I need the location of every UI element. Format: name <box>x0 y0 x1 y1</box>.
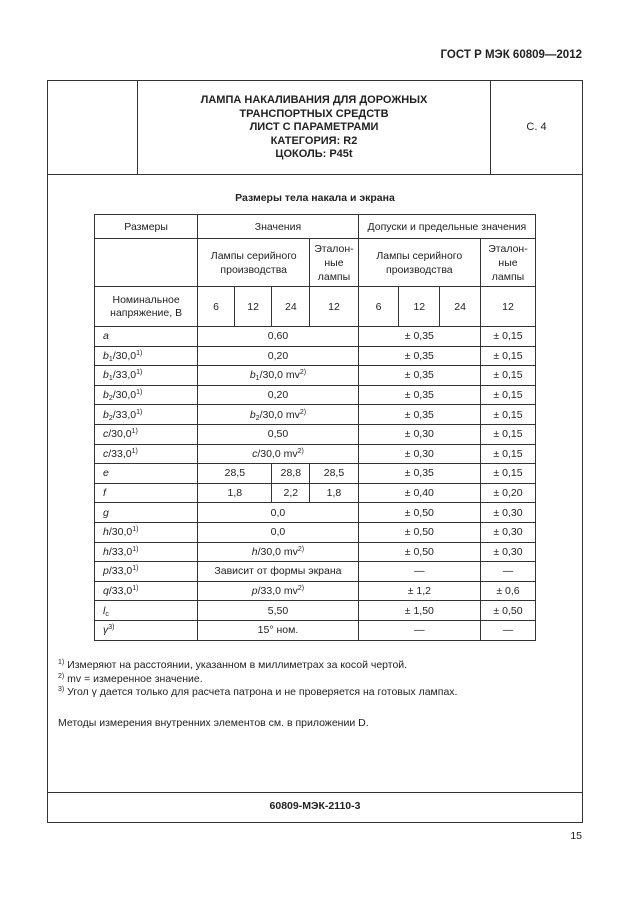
dimension-cell <box>95 601 198 621</box>
symbol: p <box>103 565 109 578</box>
reference-tolerance-cell: ± 0,50 <box>480 601 535 621</box>
col-header-reference: Эталон-ные лампы <box>310 239 358 287</box>
table-row <box>95 581 536 601</box>
reference-tolerance-cell: ± 0,30 <box>480 503 535 523</box>
footnote-ref: 1) <box>131 428 138 436</box>
col-header-tol-reference: Эталон-ные лампы <box>480 239 535 287</box>
voltage-cell: 6 <box>358 287 399 327</box>
symbol-suffix: /30,0 mv <box>257 447 298 460</box>
table-row <box>95 424 536 444</box>
value-cell <box>198 542 358 562</box>
dimension-cell <box>95 444 198 464</box>
table-row <box>95 405 536 425</box>
table-row <box>95 601 536 621</box>
footnote-ref: 2) <box>299 369 307 377</box>
symbol-suffix: /30,0 mv <box>259 369 300 382</box>
sheet-title <box>138 81 491 174</box>
table-row <box>95 522 536 542</box>
methods-note: Методы измерения внутренних элементов см. в приложении D. <box>58 717 369 729</box>
dimension-cell <box>95 581 198 601</box>
value-cell <box>198 581 358 601</box>
value-cell: 2,2 <box>272 483 310 503</box>
dimension-cell <box>95 503 198 523</box>
title-line: ЦОКОЛЬ: P45t <box>275 148 353 160</box>
value-cell: 0,50 <box>198 424 358 444</box>
footnotes <box>58 659 457 700</box>
footnote-ref: 2) <box>297 545 305 553</box>
voltage-cell: 12 <box>480 287 535 327</box>
voltage-label: Номинальное напряжение, В <box>95 287 198 327</box>
dimension-cell <box>95 327 198 347</box>
symbol-suffix: /30,0 <box>108 428 132 441</box>
dimension-cell <box>95 346 198 366</box>
dimension-cell <box>95 562 198 582</box>
title-line: ЛИСТ С ПАРАМЕТРАМИ <box>249 121 379 133</box>
value-cell: Зависит от формы экрана <box>198 562 358 582</box>
voltage-cell: 12 <box>234 287 272 327</box>
table-row <box>95 346 536 366</box>
symbol: h <box>103 526 109 539</box>
col-header-values: Значения <box>198 215 358 239</box>
value-cell: 0,60 <box>198 327 358 347</box>
reference-tolerance-cell: ± 0,15 <box>480 366 535 386</box>
value-cell: 1,8 <box>310 483 358 503</box>
symbol-sub: 2 <box>108 414 113 422</box>
footnote-ref: 3) <box>108 624 115 632</box>
table-row <box>95 503 536 523</box>
tolerance-cell: ± 0,50 <box>358 503 480 523</box>
footnote-ref: 1) <box>136 389 143 397</box>
dimension-cell <box>95 424 198 444</box>
footnote: $^{2)}$ mv = измеренное значение. <box>58 672 203 685</box>
symbol-suffix: /30,0 <box>112 349 137 362</box>
value-cell: 1,8 <box>198 483 272 503</box>
sheet-code: 60809-МЭК-2110-3 <box>48 792 582 822</box>
value-cell <box>198 405 358 425</box>
footnote-ref: 1) <box>132 526 139 534</box>
title-line: ТРАНСПОРТНЫХ СРЕДСТВ <box>239 107 389 120</box>
symbol: b <box>103 408 109 421</box>
dimension-cell <box>95 405 198 425</box>
symbol: b <box>103 389 109 402</box>
dimension-cell <box>95 464 198 484</box>
symbol-sub: 1 <box>108 375 113 383</box>
symbol: e <box>103 467 109 480</box>
footnote-ref: 2) <box>297 447 304 455</box>
tolerance-cell: — <box>358 562 480 582</box>
table-row <box>95 542 536 562</box>
reference-tolerance-cell: ± 0,15 <box>480 464 535 484</box>
dimension-cell <box>95 542 198 562</box>
symbol: a <box>103 330 109 343</box>
reference-tolerance-cell: ± 0,15 <box>480 346 535 366</box>
header-blank <box>95 239 198 287</box>
tolerance-cell: ± 0,35 <box>358 366 480 386</box>
dimensions-table <box>94 214 536 641</box>
tolerance-cell: — <box>358 620 480 640</box>
reference-tolerance-cell: ± 0,15 <box>480 444 535 464</box>
reference-tolerance-cell: ± 0,15 <box>480 327 535 347</box>
title-line: КАТЕГОРИЯ: R2 <box>270 134 358 147</box>
sheet-number: С. 4 <box>526 121 547 133</box>
reference-tolerance-cell: ± 0,30 <box>480 522 535 542</box>
footnote-ref: 1) <box>136 369 143 377</box>
symbol: c <box>103 428 109 441</box>
tolerance-cell: ± 0,35 <box>358 327 480 347</box>
symbol-suffix: /33,0 mv <box>257 585 298 598</box>
value-cell: 28,5 <box>198 464 272 484</box>
symbol: b <box>249 408 256 421</box>
tolerance-cell: ± 0,40 <box>358 483 480 503</box>
footnote-ref: 2) <box>297 585 305 593</box>
tolerance-cell: ± 0,30 <box>358 444 480 464</box>
col-header-serial: Лампы серийного производства <box>198 239 310 287</box>
tolerance-cell: ± 0,30 <box>358 424 480 444</box>
reference-tolerance-cell: ± 0,6 <box>480 581 535 601</box>
symbol-sub: 2 <box>108 395 113 403</box>
tolerance-cell: ± 0,35 <box>358 464 480 484</box>
symbol-suffix: /30,0 mv <box>259 408 300 421</box>
value-cell <box>198 444 358 464</box>
tolerance-cell: ± 0,35 <box>358 385 480 405</box>
value-cell: 0,0 <box>198 522 358 542</box>
symbol: g <box>103 506 109 519</box>
symbol-suffix: /30,0 <box>112 389 137 402</box>
footnote-ref: 1) <box>132 545 139 553</box>
value-cell: 28,5 <box>310 464 358 484</box>
standard-number: ГОСТ Р МЭК 60809—2012 <box>440 49 582 61</box>
value-cell: 5,50 <box>198 601 358 621</box>
symbol: b <box>103 349 109 362</box>
footnote-ref: 1) <box>132 585 139 593</box>
footnote-ref: 1) <box>136 349 143 357</box>
reference-tolerance-cell: ± 0,15 <box>480 385 535 405</box>
value-cell: 15° ном. <box>198 620 358 640</box>
tolerance-cell: ± 0,50 <box>358 542 480 562</box>
tolerance-cell: ± 1,2 <box>358 581 480 601</box>
table-row <box>95 620 536 640</box>
symbol-suffix: /30,0 <box>108 526 133 539</box>
tolerance-cell: ± 0,35 <box>358 346 480 366</box>
symbol: h <box>103 545 109 558</box>
header-left-cell <box>48 81 138 174</box>
table-row <box>95 444 536 464</box>
symbol-suffix: /30,0 mv <box>257 545 298 558</box>
symbol-sub: 2 <box>255 414 260 422</box>
col-header-dimensions: Размеры <box>95 215 198 239</box>
tolerance-cell: ± 1,50 <box>358 601 480 621</box>
title-line: ЛАМПА НАКАЛИВАНИЯ ДЛЯ ДОРОЖНЫХ <box>200 94 428 106</box>
reference-tolerance-cell: ± 0,30 <box>480 542 535 562</box>
reference-tolerance-cell: ± 0,15 <box>480 405 535 425</box>
table-row <box>95 327 536 347</box>
table-row <box>95 366 536 386</box>
table-row <box>95 483 536 503</box>
sheet-frame <box>47 80 583 823</box>
symbol-suffix: /33,0 <box>112 408 137 421</box>
symbol: l <box>103 604 106 617</box>
dimension-cell <box>95 620 198 640</box>
footnote-ref: 1) <box>136 408 143 416</box>
table-row <box>95 562 536 582</box>
symbol-sub: 1 <box>108 355 113 363</box>
voltage-cell: 12 <box>399 287 440 327</box>
tolerance-cell: ± 0,35 <box>358 405 480 425</box>
voltage-cell: 12 <box>310 287 358 327</box>
symbol-suffix: /33,0 <box>112 369 137 382</box>
value-cell <box>198 366 358 386</box>
voltage-cell: 24 <box>272 287 310 327</box>
symbol: b <box>103 369 109 382</box>
table-row <box>95 464 536 484</box>
value-cell: 0,20 <box>198 346 358 366</box>
symbol-sub: 1 <box>255 375 260 383</box>
dimension-cell <box>95 483 198 503</box>
symbol: h <box>251 545 258 558</box>
symbol: c <box>103 447 109 460</box>
sheet-header <box>48 81 582 175</box>
footnote-ref: 1) <box>131 447 138 455</box>
voltage-cell: 6 <box>198 287 235 327</box>
reference-tolerance-cell: — <box>480 562 535 582</box>
symbol-suffix: /33,0 <box>108 447 132 460</box>
col-header-tolerances: Допуски и предельные значения <box>358 215 535 239</box>
symbol: q <box>103 585 109 598</box>
dimension-cell <box>95 522 198 542</box>
section-title: Размеры тела накала и экрана <box>235 192 395 204</box>
value-cell: 0,0 <box>198 503 358 523</box>
page-number: 15 <box>570 830 582 842</box>
symbol-suffix: /33,0 <box>108 545 133 558</box>
symbol: γ <box>103 624 109 637</box>
symbol: b <box>249 369 256 382</box>
voltage-cell: 24 <box>440 287 481 327</box>
value-cell: 0,20 <box>198 385 358 405</box>
reference-tolerance-cell: — <box>480 620 535 640</box>
symbol: c <box>252 447 258 460</box>
col-header-tol-serial: Лампы серийного производства <box>358 239 480 287</box>
value-cell: 28,8 <box>272 464 310 484</box>
reference-tolerance-cell: ± 0,20 <box>480 483 535 503</box>
footnote-ref: 1) <box>132 565 139 573</box>
dimension-cell <box>95 385 198 405</box>
footnote: $^{1)}$ Измеряют на расстоянии, указанном в миллиметрах за косой чертой. <box>58 659 408 671</box>
symbol-suffix: /33,0 <box>108 585 133 598</box>
table-row <box>95 385 536 405</box>
footnote-ref: 2) <box>299 408 307 416</box>
symbol: p <box>251 585 258 598</box>
symbol-sub: c <box>105 610 109 618</box>
symbol-suffix: /33,0 <box>108 565 133 578</box>
dimension-cell <box>95 366 198 386</box>
reference-tolerance-cell: ± 0,15 <box>480 424 535 444</box>
footnote: $^{3)}$ Угол γ дается только для расчета патрона и не проверяется на готовых лампах. <box>58 686 458 699</box>
tolerance-cell: ± 0,50 <box>358 522 480 542</box>
symbol: f <box>103 487 106 500</box>
